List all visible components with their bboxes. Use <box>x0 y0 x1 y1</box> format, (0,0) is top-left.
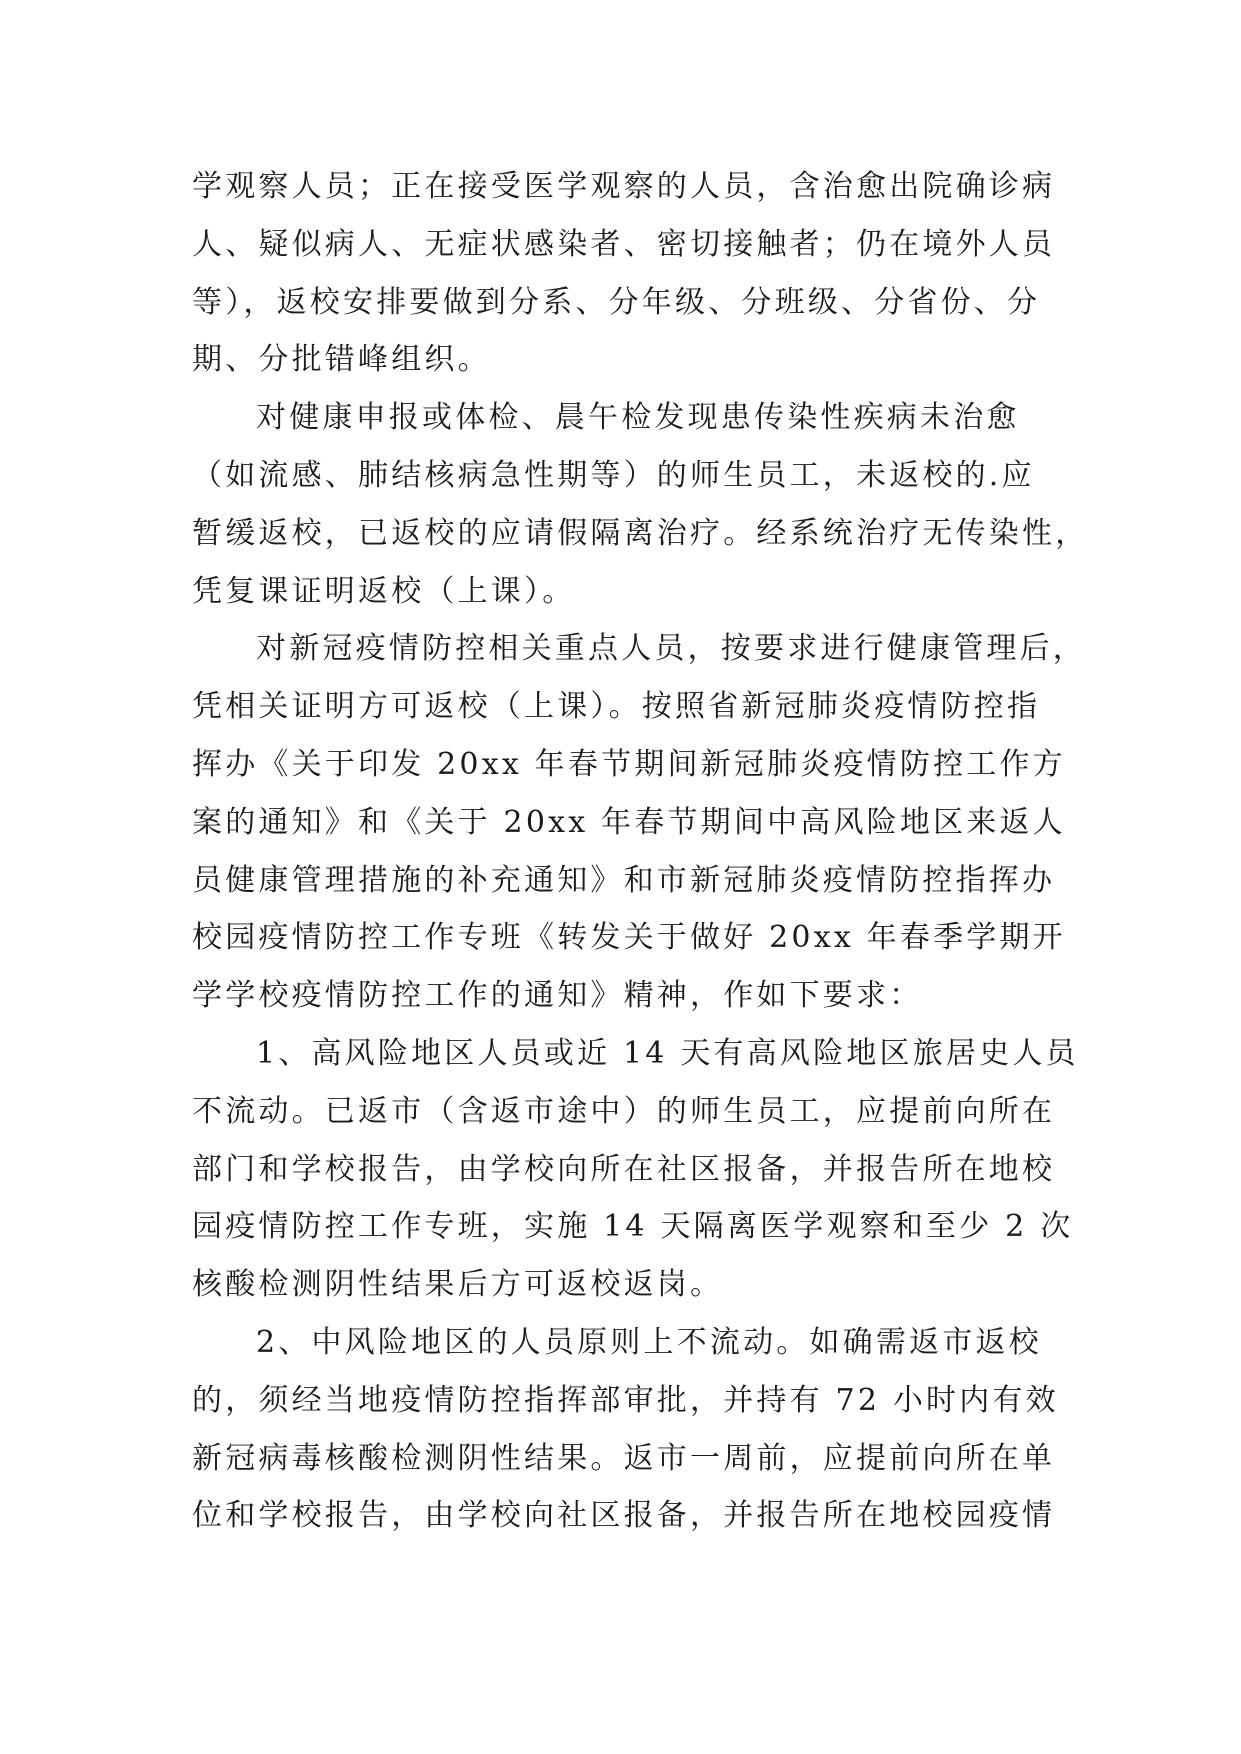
text-line: 员健康管理措施的补充通知》和市新冠肺炎疫情防控指挥办 <box>192 862 1056 898</box>
text-line: 新冠病毒核酸检测阴性结果。返市一周前，应提前向所在单 <box>192 1440 1056 1476</box>
text-line: 等），返校安排要做到分系、分年级、分班级、分省份、分 <box>192 284 1041 320</box>
text-line: 不流动。已返市（含返市途中）的师生员工，应提前向所在 <box>192 1093 1056 1129</box>
text-line: 案的通知》和《关于 20xx 年春节期间中高风险地区来返人 <box>192 804 1066 840</box>
text-line: 的，须经当地疫情防控指挥部审批，并持有 72 小时内有效 <box>192 1382 1059 1418</box>
text-line: 凭相关证明方可返校（上课）。按照省新冠肺炎疫情防控指 <box>192 689 1041 725</box>
document-body <box>192 158 1089 1545</box>
text-line: 学学校疫情防控工作的通知》精神，作如下要求： <box>192 978 923 1014</box>
text-line: 部门和学校报告，由学校向所在社区报备，并报告所在地校 <box>192 1151 1056 1187</box>
paragraph-first-line: 2、中风险地区的人员原则上不流动。如确需返市返校 <box>256 1324 1042 1360</box>
text-line: 校园疫情防控工作专班《转发关于做好 20xx 年春季学期开 <box>192 920 1066 956</box>
paragraph-first-line: 1、高风险地区人员或近 14 天有高风险地区旅居史人员 <box>256 1035 1079 1071</box>
text-line: 期、分批错峰组织。 <box>192 342 491 378</box>
text-line: 凭复课证明返校（上课）。 <box>192 573 576 609</box>
text-line: 位和学校报告，由学校向社区报备，并报告所在地校园疫情 <box>192 1498 1056 1534</box>
text-line: 园疫情防控工作专班，实施 14 天隔离医学观察和至少 2 次 <box>192 1209 1074 1245</box>
text-line: 人、疑似病人、无症状感染者、密切接触者；仍在境外人员 <box>192 226 1056 262</box>
paragraph-first-line: 对健康申报或体检、晨午检发现患传染性疾病未治愈 <box>256 400 1020 436</box>
text-line: 挥办《关于印发 20xx 年春节期间新冠肺炎疫情防控工作方 <box>192 746 1066 782</box>
text-line: 核酸检测阴性结果后方可返校返岗。 <box>192 1267 724 1303</box>
paragraph-first-line: 对新冠疫情防控相关重点人员，按要求进行健康管理后， <box>256 631 1086 667</box>
text-line: 学观察人员；正在接受医学观察的人员，含治愈出院确诊病 <box>192 169 1056 204</box>
text-line: 暂缓返校，已返校的应请假隔离治疗。经系统治疗无传染性， <box>192 515 1089 551</box>
text-line: （如流感、肺结核病急性期等）的师生员工，未返校的.应 <box>192 457 1035 493</box>
